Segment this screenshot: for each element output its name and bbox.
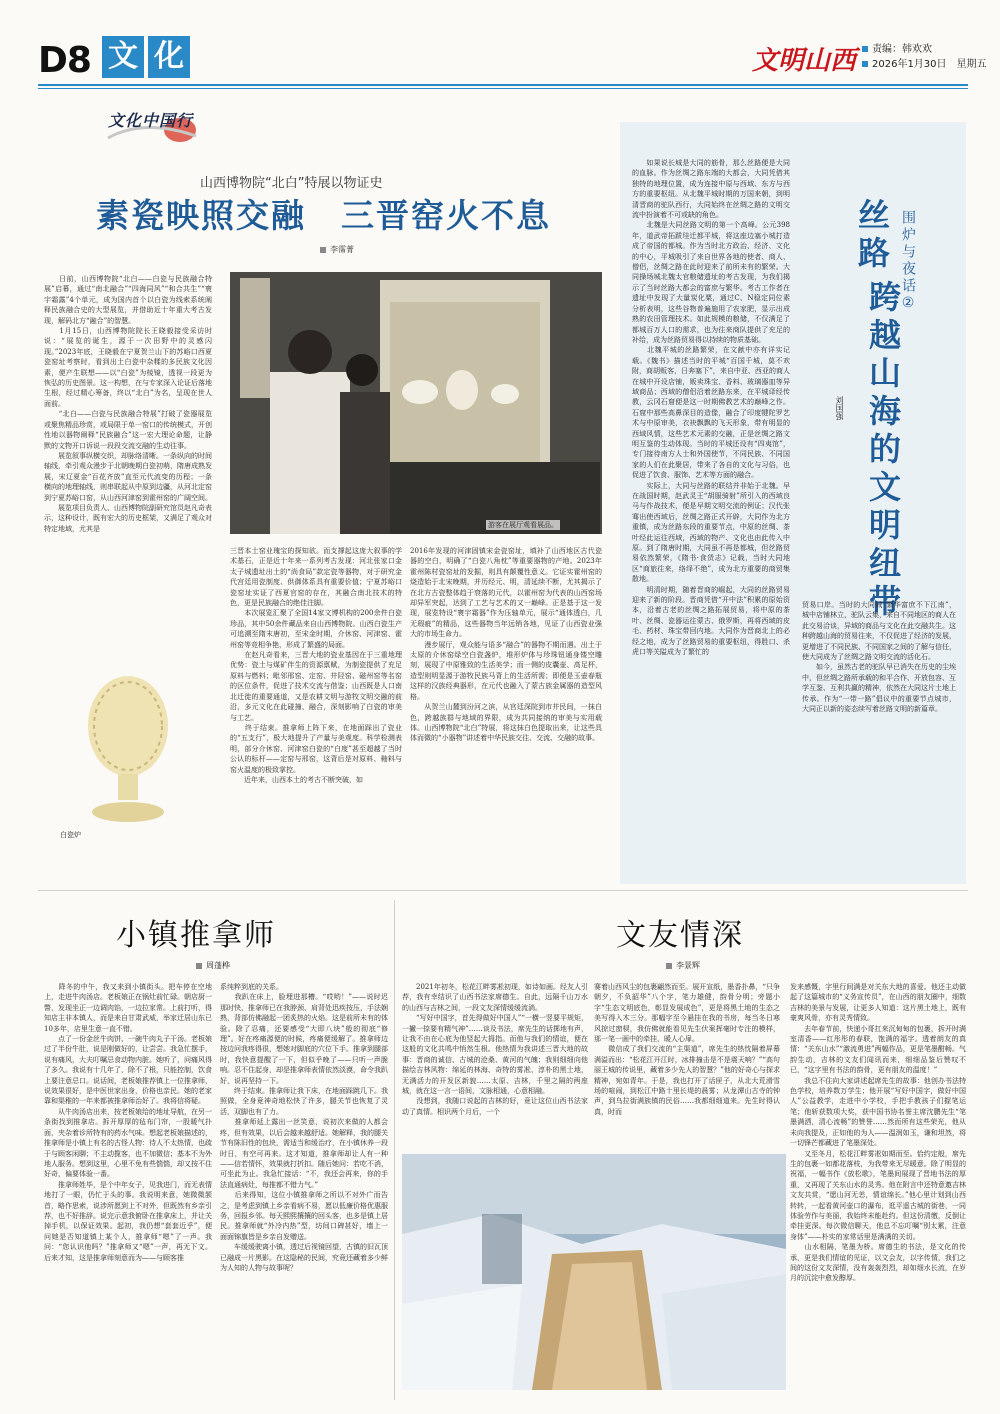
sidebar-col-2: 贸易口岸。当时的大同城“繁华富庶不下江南”，城中店铺林立，驼队云集，来自不同地区的商人在此交易洽谈，异域的商品与文化在此交融共生。这种跨越山海的贸易往来，不仅促进了经济的发展，更增进了不同民族、不同国家之间的了解与信任，使大同成为了丝绸之路文明交流的活化石。 如今，虽然古老的驼队早已消失在历史的尘埃中，但丝绸之路所承载的和平合作、开放包容、互学互鉴、互利共赢的精神，依然在大同这片土地上传承。作为“一带一路”倡议中的重要节点城市，大同正以新的姿态续写着丝路文明的新篇章。	[802, 601, 956, 714]
friend-col-1: 2021年初冬，松花江畔雾凇初现，如诗如画。经友人引荐，我有幸结识了山西书法家席德生。自此，远隔千山万水的山西与吉林之间，一段文友深情缓缓流淌。 “写好中国字，首先得做好中国人”“一横一竖要平规矩，一撇一捺要有精气神”……谈及书法，席先生的话掷地有声，让我不由在心底为他竖起大拇指。而他与我们的情谊，便在这般的文化共鸣中悄然生根。他热情为我讲述三晋大地的故事：晋商的诚信、古城的沧桑、黄河的气魄；我则细细向他描绘吉林风物：绵延的林海、奇特的雾凇、淳朴的黑土地，无满活力的开发区新貌……太原、吉林，千里之隔的两座城，就在这一言一语间，文脉相通，心意相融。 没想到，我随口说起的吉林的好，竟让这位山西书法家动了真情。相识两个月后，一个	[402, 983, 588, 1116]
main-col-3: 2016年发现的河津固镇宋金瓷窑址，填补了山西地区古代瓷器的空白，明确了“白瓷八角枕”等重要器物的产地。2023年霍州陈村瓷窑址的发掘，则具有颠覆性意义。它证实霍州窑的烧造始于北宋晚期，并历经元、明，清延续不断，尤其揭示了在北方古瓷整体趋于衰落的元代，以霍州窑为代表的山西窑场却异军突起，达到了工艺与艺术的又一巅峰。正是基于这一发现，展览特设“寰宇霜器”作为压轴单元，展示“通体透白，几无瑕疵”的精品，这些器物当年远销各地，见证了山西瓷业强大的市场生命力。 漫步展厅，观众能与语多“融合”的器物不期而遇。出土于太原的介休窑绿空白瓷盏炉，堆形炉体与珍珠钮通身镂空雕刻，展现了中原雅致的生活美学；而一侧的皮囊壶、高足杯，造型则明显源于游牧民族马背上的生活所需；即便是玉壶春瓶这样的汉族经典器形，在元代也融入了蒙古族金属器的造型风格。 从贺兰山麓到汾河之滨，从宫廷深院到市井民间，一抹白色，跨越族群与地域的界限，成为共同接纳的审美与实用载体。山西博物院“北白”特展，将这抹白色提取出来，让这些具体而微的“小器物”讲述着中华民族交往、交流、交融的故事。	[410, 547, 602, 743]
main-col-2: 三晋本土窑业瑰宝的探知欲。而支撑起这庞大叙事的学术基石，正是近十年来一系列考古发现：河北张家口金太子城遗址出土的“尚食局”款定瓷等器物，对于研究金代宫廷用瓷制度、供御体系具有重要价值；宁夏苏峪口瓷窑址实证了西夏官窑的存在，其融合南北技术的特色，更是民族融合的绝佳注脚。 本次展览汇聚了全国14家文博机构的200余件白瓷珍品，其中50余件藏品来自山西博物院。山西白瓷生产可追溯至隋末唐初，至宋金时期，介休窑、河津窑、霍州窑等竞相争艳，形成了繁盛的局面。 在赵凡奇看来，三晋大地的瓷业基因在于三重地理优势：瓷土与煤矿伴生的资源禀赋，为制瓷提供了充足原料与燃料；毗邻邢窑、定窑、井陉窑、磁州窑等名窑的区位条件，促进了技术交流与借鉴；山西既是人口南北迁徙的重要通道，又是农耕文明与游牧文明交融的前沿，多元文化在此碰撞、融合，深刻影响了白瓷的审美与工艺。 终于结束。推拿师上阵下来，在地面踩出了瓷业的“五支行”，极大地提升了产量与美观度。科学检测表明，部分介休窑、河津窑白瓷的“白度”甚至超越了当时公认的标杆——定窑与邢窑，这背后是对原料、釉料与窑火温度的极致掌控。 近年来，山西本土的考古不断突破，如	[230, 547, 402, 784]
section-char: 文	[102, 36, 144, 78]
friend-col-2: 赛着山西风尘的包裹翩然而至。展开宣纸，墨香扑鼻，“只争朝夕，不负韶华”八个字，笔力雄健，韵骨分明；旁题小字“生态文明底色，彰显发展成色”，更是将黑土地的生态之美写得入木三分。那幅字至今悬挂在我的书房，每当冬日寒风掠过窗棂，我仿佛就能看见先生伏案挥毫时专注的模样，那一笔一画中的牵挂，暖人心扉。 微信成了我们交流的“主渠道”，席先生的热忱隔着屏幕满溢而出：“松花江开江时，冰排撞击是不是震天响？”“高句丽王城的传说里，藏着多少先人的智慧？”他的好奇心与探求精神，宛如青年。于是，我也打开了话匣子，从北大荒滑雪场的喧闹，到松江中路十里长堤的晨雾；从龙潭山古寺的钟声，到乌拉街满族镇的民俗……我都细细道来。先生时得认真，时而	[594, 983, 780, 1116]
friend-headline: 文友情深	[616, 918, 744, 953]
section-badge	[102, 36, 198, 80]
main-subtitle: 山西博物院“北白”特展以物证史	[200, 176, 383, 191]
main-col-1: 日前，山西博物院“北白——白瓷与民族融合特展”启幕，通过“南北融合”“四海同风”“和合共生”“寰宇霜露”4个单元，成为国内首个以白瓷为线索系统阐释民族融合史的大型展览，并借助近十年重大考古发现，解码北方“融合”的智慧。 1月15日，山西博物院院长王晓毅接受采访时说：“展览的诞生，源于一次田野中的灵感闪现。”2023年底，王晓毅在宁夏贺兰山下的苏峪口西夏瓷窑址考察时，看到出土白瓷中杂糅的多民族文化因素，便产生联想——以“白瓷”为棱镜，透视一段更为恢弘的历史图景。这一构想，在与专家深入论证后落地生根，经过精心筹备，终以“北白”为名，呈现在世人面前。 “北白——白瓷与民族融合特展”打破了瓷器展览或聚焦精品珍赏，或局限于单一窑口的传统模式，开创性地以器物阐释“民族融合”这一宏大理论命题，让静默的文物开口诉说一段段交流交融的生动往事。 展览叙事纵横交织，却脉络清晰。一条纵向的时间轴线，牵引观众漫步于北朝晚期白瓷初萌，隋唐成熟发展，宋辽夏金“百花齐放”直至元代流变的历程；一条横向的地理轴线，则串联起从中原到边疆，从河北定窑到宁夏苏峪口窑，从山西河津窑到霍州窑的广阔空间。 展览项目负责人、山西博物院副研究馆员赵凡奇表示，这种设计，既有宏大的历史框架，又满足了观众对特定地域，尤其是	[44, 275, 212, 533]
incense-burner-photo	[44, 666, 212, 838]
page-number: D8	[38, 40, 91, 81]
sidebar-title-line2: 跨越山海的文明纽带	[864, 280, 902, 622]
section-divider	[38, 890, 968, 891]
byline-icon	[666, 963, 672, 969]
town-col-2: 系纯粹到底的关系。 我趴在床上，脸埋进那槽。“哎哟！”——说时迟那时快，推拿师已在我脖颈、肩背处迅疾按压，手法娴熟，背部仿佛融起一团炙热的火焰。这是前所未有的体验。除了忍痛，还要感受“大即八块”般的彻底“修理”。好在疼痛源便的时候，疼痛便缓解了。推拿师边按边问我疼得很，想她对脚底的穴位下手。推拿到腿部时，我快意提醒了一下，但似乎晚了——只听一声脆响。忍不住起身，却是推拿师表情依然淡漠，命令我趴好，说再坚持一下。 终于结束。推拿师让我下床，在地面踩跳几下。我照做，全身竟神奇地松快了许多，腿关节也恢复了灵活，双脚也有了力。 推拿师延上露出一丝笑意，说初次来做的人都会疼，但有效果，以后会越来越舒适。她解释，我的腿关节有陈旧性的包块，需适当和缓治疗，在小镇休养一段时日，有空可再来。这才知道，推拿师却让人有一种——信若情怀，效果就打折扣。随后她问：若吃不消，可坐此为止。我急忙接话：“不，我还会再来，你的手法直通病灶，每推都不错力气。” 后来得知，这位小镇推拿师之所以不对外广而告之，是考虑到镇上乡亲看病不易，愿以低廉价格优惠服务，回报乡邻。每天熙熙攘攘的回头客，也多是镇上居民。推拿师就“外冷内热”型，坊间口碑甚好，墙上一面面锦旗皆是乡亲自发赠送。 车缓缓驶离小镇，透过后视镜回望，古镇的旧瓦顶已融成一片黑影。在这隐秘的民间，究竟还藏着多少鲜为人知的人物与故事呢？	[220, 983, 388, 1272]
bullet-icon	[862, 46, 868, 52]
brand-logo: 文明山西	[752, 46, 857, 76]
photo-caption: 游客在展厅观看展品。	[488, 521, 558, 529]
column-badge: 文化中国行	[108, 111, 194, 130]
masthead-meta	[862, 42, 987, 72]
exhibition-photo-art	[230, 272, 602, 534]
byline-author: 李霈菁	[330, 245, 354, 254]
sidebar-title-line1: 丝路	[853, 198, 891, 274]
sidebar-col-1: 如果说长城是大同的筋骨，那么丝路便是大同的血脉。作为丝绸之路东端的大都会，大同凭借其独特的地理位置，成为连接中原与西域、东方与西方的重要枢纽。从北魏平城时期的万国来朝，到明清晋商的驼队西行，大同始终在丝绸之路的文明交流中扮演着不可或缺的角色。 北魏是大同丝路文明的第一个高峰。公元398年，道武帝拓跋珪迁都平城，将这座边塞小城打造成了帝国的都城。作为当时北方政治、经济、文化的中心，平城吸引了来自世界各地的使者、商人、僧侣，丝绸之路在此时迎来了前所未有的繁荣。大同操场城北魏太官粮储遗址的考古发现，为我们揭示了当时丝路大都会的富庶与繁华。考古工作者在遗址中发现了大量炭化粟，通过C、N稳定同位素分析表明，这些谷物普遍施用了农家肥，显示出成熟的农田管理技术。如此规模的粮储，不仅满足了都城百万人口的需求，也为往来商队提供了充足的补给，成为丝路贸易得以持续的物质基础。 北魏平城的丝路繁荣，在文献中亦有详实记载。《魏书》描述当时的平城“百国千城，莫不欢附，商胡贩客，日奔塞下”，来自中亚、西亚的商人在城中开设店铺，贩卖珠宝、香料、玻璃器皿等异域商品；西域的僧侣沿着丝路东来，在平城译经传教，云冈石窟便是这一时期佛教艺术的巅峰之作。石窟中那些高鼻深目的造像，融合了印度犍陀罗艺术与中原审美，衣袂飘飘的飞天形象，带有明显的西域风情，这些艺术元素的交融，正是丝绸之路文明互鉴的生动体现。当时的平城还设有“四夷馆”，专门接待南方人士和外国使节，不同民族、不同国家的人们在此聚居，带来了各自的文化与习俗，也促进了饮食、服饰、艺术等方面的融合。 实际上，大同与丝路的联结并非始于北魏。早在战国时期，赵武灵王“胡服骑射”所引入的西域良马与作战技术，便是早期文明交流的例证；汉代张骞出使西域后，丝绸之路正式开辟，大同作为北方重镇，成为丝路东段的重要节点，中原的丝绸、茶叶经此运往西域，西域的物产、文化也由此传入中原。到了隋唐时期，大同虽不再是都城，但丝路贸易依然繁荣，《隋书·食货志》记载，当时大同地区“商旅往来，络绎不绝”，成为北方重要的商贸集散地。 明清时期，随着晋商的崛起，大同的丝路贸易迎来了新的阶段。晋商凭借“开中法”积累的原始资本，沿着古老的丝绸之路拓展贸易，将中原的茶叶、丝绸、瓷器运往蒙古、俄罗斯，再将西域的皮毛、药材、珠宝带回内地。大同作为晋商北上的必经之地，成为了丝路贸易的重要枢纽，得胜口、杀虎口等关隘成为了繁忙的	[632, 159, 790, 657]
section-char: 化	[148, 36, 190, 78]
object-caption: 白瓷炉	[60, 831, 81, 839]
issue-date: 2026年1月30日 星期五	[872, 59, 987, 70]
byline-icon	[196, 963, 202, 969]
waterfall-photo	[402, 1154, 786, 1390]
main-byline	[320, 244, 354, 255]
friend-byline	[666, 960, 700, 971]
byline-icon	[320, 247, 326, 253]
column-divider	[394, 900, 395, 1400]
friend-col-3: 发来感慨，字里行间满是对关东大地的喜爱。他还主动做起了这篇城市的“义务宣传员”，在山西的朋友圈中，细数吉林的美景与发展，让更多人知道：这片黑土地上，既有豪爽风骨，亦有灵秀情致。 去年春节前，快递小哥扛来沉甸甸的包裹，拆开时满室清香——红彤彤的春联，饱满的福字。透着朗友的真情：“关东山水”“激流勇进”两幅作品，更是笔墨酣畅。气韵生动，吉林的文友们闻讯而来，细细品鉴后赞叹不已，“这字里有书法的韵骨，更有朋友的温度！” 我总不住向大家讲述起席先生的故事：他创办书法特色学校，培养数万学生；他开展“写好中国字，做好中国人”公益教学，走进中小学校，手把手教孩子们握笔运笔；他斩获数项大奖，获中国书协名誉主席沈鹏先生“笔墨满洒，清心流畅”的赞誉……然而所有这些荣光，他从未向我提及，正如他的为人——温润如玉，谦和坦然，将一切锋芒都藏进了笔墨深处。 又至冬月，松花江畔雾凇如期而至。恰约定般，席先生的包裹一如都花落枝，为我带来无尽暖意。除了明显的祝福，一幅书作《放松歌》，笔墨间展现了晋地书法的厚重，又再现了关东山水的灵秀。他在附言中还特意邀吉林文友共赏，“愿山河无恙，情谊绵长。”他心里计划到山西转转，一起看黄河壶口的瀑布，逛平遥古城的街巷，一同体验劳作与美丽，我始终未能赴约。但这份清缴，反倒让牵挂更深。每次微信聊天，他总不忘叮嘱“别太累，注意身体”——朴实的家常话里是满满的关切。 山水相隔，笔墨为桥。席德生的书法，是文化的传承，更是我们情谊的见证，以文会友，以字传情，我们之间的这份文友深情，没有轰轰烈烈，却如细水长流，在岁月的沉淀中愈发醇厚。	[790, 983, 966, 1283]
sidebar-series-label: 围炉与夜话②	[900, 210, 916, 314]
masthead-rule	[38, 88, 968, 89]
sidebar-byline: 刘国强	[835, 396, 844, 420]
exhibition-photo	[230, 272, 602, 534]
masthead-rule	[38, 84, 968, 86]
byline-author: 李景辉	[676, 961, 700, 970]
editor-label: 责编：韩欢欢	[872, 44, 932, 55]
town-headline: 小镇推拿师	[116, 918, 276, 953]
main-headline: 素瓷映照交融 三晋窑火不息	[96, 196, 551, 235]
town-col-1: 降冬的中午，我又来到小镇街头。把车停在空地上，走进牛肉汤店。老板娘正在锅灶前忙碌。朝店厨一瞥，发现坐正一边调肉馅，一边拉家常。上前打听，得知店主非本镇人，而是来自甘肃武威，举家迁居山东已10多年，店里生意一直不错。 点了一份金丝牛肉饼、一碗牛肉丸子干汤。老板娘过了半份牛肚，说是刚做好的，让尝尝。我急忙摆手，说有痛风，大夫叮嘱忌食动物内脏。她听了，问痛风得了多久。我说有十几年了，除不了根，只能控制，饮食上要注意忌口。说话间，老板娘推荐镇上一位推拿师，说效果很好，是中医世家出身，价格也亲民。她的老家靠和渠稚的一年来都被推拿师治好了。我将信将疑。 从牛肉汤店出来，按老板娘给的地址导航，在另一条街找到推拿店。拆开厚厚的毡布门帘，一股暖气扑面，夹杂着诊所特有的药水气味。想起老板娘描述的，推拿师是小镇上有名的古怪人物：待人不太热情，也疏于与顾客闲聊；不主动揽客，也不加微信；基本不为外地人服务。想到这里，心里不免有些惴惴，却又按不住好奇，偏要体验一番。 推拿师姓毕，是个中年女子，见我进门，而无表情地打了一眼，仍忙于头的事。我说明来意，她微微颔首，略作思索，说涉所愿到上不对外，但既然有乡亲引荐，也不好推辞。说完示意我俯卧在推拿床上，并让关掉手机，以保证效果。起初，我仍想“套套近乎”，便问她是否知道镇上某个人，推拿师“嗯”了一声。我问：“您认识他吗？”推拿师又“嗯”一声，再无下文。后来才知，这是推拿师刻意而为——与顾客推	[44, 983, 212, 1262]
byline-author: 周蓬桦	[206, 961, 230, 970]
town-byline	[196, 960, 230, 971]
bullet-icon	[862, 61, 868, 67]
